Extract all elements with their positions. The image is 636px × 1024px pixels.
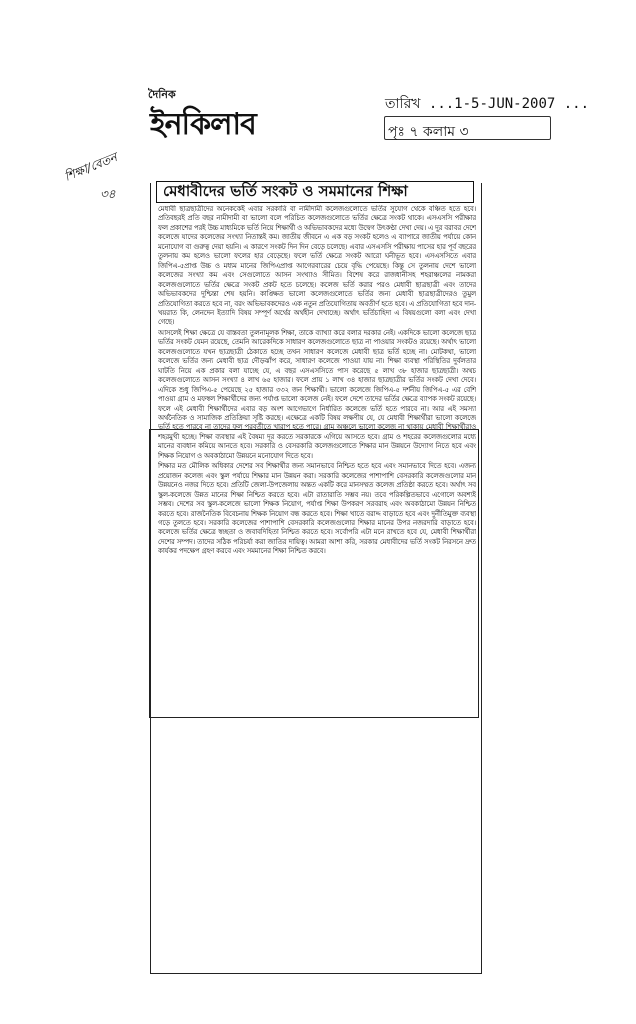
stamp-page: পৃঃ ৭ কলাম ৩ [388, 124, 469, 140]
article-paragraph: শিক্ষার মত মৌলিক অধিকার দেশের সব শিক্ষার্থীর জন্য সমানভাবে নিশ্চিত হতে হবে এবং সমানভাবে দিতে হবে। এজন্য প্রয়োজন কলেজ এবং স্কুল পর্যায়ে শিক্ষার মান উন্নয়ন করা। সরকারি কলেজের পাশাপাশি বেসরকারি কলেজগুলোর মান উন্নয়নেও নজর দিতে হবে। প্রতিটি জেলা-উপজেলায় অন্তত একটি করে মানসম্মত কলেজ প্রতিষ্ঠা করতে হবে। অর্থাৎ সব স্কুল-কলেজে উন্নত মানের শিক্ষা নিশ্চিত করতে হবে। এটা রাতারাতি সম্ভব নয়। তবে পরিকল্পিতভাবে এগোলে অবশ্যই সম্ভব। দেশের সব স্কুল-কলেজে ভালো শিক্ষক নিয়োগ, পর্যাপ্ত শিক্ষা উপকরণ সরবরাহ এবং অবকাঠামো উন্নয়ন নিশ্চিত করতে হবে। রাজনৈতিক বিবেচনায় শিক্ষক নিয়োগ বন্ধ করতে হবে। শিক্ষা খাতে বরাদ্দ বাড়াতে হবে এবং দুর্নীতিমুক্ত ব্যবস্থা গড়ে তুলতে হবে। সরকারি কলেজের পাশাপাশি বেসরকারি কলেজগুলোর শিক্ষার মানের উপর নজরদারি বাড়াতে হবে। কলেজে ভর্তির ক্ষেত্রে স্বচ্ছতা ও জবাবদিহিতা নিশ্চিত করতে হবে। সর্বোপরি এটা মনে রাখতে হবে যে, মেধাবী শিক্ষার্থীরা দেশের সম্পদ। তাদের সঠিক পরিচর্যা করা জাতির দায়িত্ব। আমরা আশা করি, সরকার মেধাবীদের ভর্তি সংকট নিরসনে দ্রুত কার্যকর পদক্ষেপ গ্রহণ করবে এবং সমমানের শিক্ষা নিশ্চিত করবে। [158, 462, 476, 556]
article-paragraph: আসলেই শিক্ষা ক্ষেত্রে যে বাস্তবতা তুলনামূলক শিক্ষা, তাকে ব্যাখ্যা করে বলার দরকার নেই। একদিকে ভালো কলেজে ছাত্র ভর্তির সংকট যেমন রয়েছে, তেমনি আরেকদিকে সাধারণ কলেজগুলোতে ছাত্র না পাওয়ার সংকটও রয়েছে। অর্থাৎ ভালো কলেজগুলোতে যখন ছাত্রছাত্রী ঠেকাতে হচ্ছে তখন সাধারণ কলেজে মেধাবী ছাত্র ভর্তি হচ্ছে না। মোটকথা, ভালো কলেজে ভর্তির জন্য মেধাবী ছাত্র দৌড়ঝাঁপ করে, সাধারণ কলেজে পাওয়া যায় না। শিক্ষা ব্যবস্থা পরিস্থিতির দুর্বলতার ঘাটতি নিয়ে এক প্রকার বলা যাচ্ছে যে, এ বছর এসএসসিতে পাস করেছে ৫ লাখ ৩৮ হাজার ছাত্রছাত্রী। অথচ কলেজগুলোতে আসন সংখ্যা ৪ লাখ ৬৫ হাজার। ফলে প্রায় ১ লাখ ৩৪ হাজার ছাত্রছাত্রীর ভর্তির সংকট দেখা দেবে। এদিকে শুধু জিপিএ-৫ পেয়েছে ২৫ হাজার ৩৩২ জন শিক্ষার্থী। ভালো কলেজে জিপিএ-৫ দর্শনীয় জিপিএ-৫ এর বেশি পাওয়া গ্রাম ও মফস্বল শিক্ষার্থীদের জন্য পর্যাপ্ত ভালো কলেজ নেই। ফলে দেশে তাদের ভর্তির ক্ষেত্রে ব্যাপক সংকট রয়েছে। ফলে এই মেধাবী শিক্ষার্থীদের এবার বড় অংশ আগেভাগে নির্ধারিত কলেজে ভর্তি হতে পারবে না। আর এই সমস্যা অর্থনৈতিক ও সামাজিক প্রতিক্রিয়া সৃষ্টি করছে। এক্ষেত্রে একটি বিষয় লক্ষণীয় যে, যে মেধাবী শিক্ষার্থীরা ভালো কলেজে ভর্তি হতে পারবে না তাদের ফল পরবর্তীতে খারাপ হতে পারে। গ্রাম অঞ্চলে ভালো কলেজ না থাকায় মেধাবী শিক্ষার্থীরাও শহরমুখী হচ্ছে। শিক্ষা ব্যবস্থার এই বৈষম্য দূর করতে সরকারকে এগিয়ে আসতে হবে। গ্রাম ও শহরের কলেজগুলোর মধ্যে মানের ব্যবধান কমিয়ে আনতে হবে। সরকারি ও বেসরকারি কলেজগুলোতে শিক্ষার মান উন্নয়নে উদ্যোগ নিতে হবে এবং শিক্ষক নিয়োগ ও অবকাঠামো উন্নয়নে মনোযোগ দিতে হবে। [158, 328, 476, 460]
handwritten-margin-note: শিক্ষা/বেতন [62, 150, 120, 184]
handwritten-margin-number: ৩৪ [100, 187, 116, 201]
article-headline: মেধাবীদের ভর্তি সংকট ও সমমানের শিক্ষা [163, 182, 408, 200]
masthead-title: ইনকিলাব [150, 107, 256, 142]
masthead-label: দৈনিক [148, 88, 176, 101]
article-body [158, 205, 476, 965]
stamp-date: তারিখ ...1-5-JUN-2007 ... [385, 96, 590, 112]
article-paragraph: মেধাবী ছাত্রছাত্রীদের অনেককেই এবার সরকারি বা নামীদামী কলেজগুলোতে ভর্তির সুযোগ থেকে বঞ্চিত হতে হবে। প্রতিবছরই প্রতি বছর নামীদামী বা ভালো বলে পরিচিত কলেজগুলোতে ভর্তির ক্ষেত্রে সংকট থাকে। এসএসসি পরীক্ষার ফল প্রকাশের পরই উচ্চ মাধ্যমিকে ভর্তি নিয়ে শিক্ষার্থী ও অভিভাবকদের মধ্যে উদ্বেগ উৎকণ্ঠা দেখা দেয়। এ দুর বরাবর দেশে কলেজে যাদের কলেজের সংখ্যা নিতান্তই কম। জাতীয় জীবনে এ এক বড় সংকট হলেও এ ব্যাপারে জাতীয় পর্যায়ে কোন মনোযোগ বা গুরুত্ব দেয়া হয়নি। এ কারণে সংকট দিন দিন বেড়ে চলেছে। এবার এসএসসি পরীক্ষায় পাসের হার পূর্ব বছরের তুলনায় কম হলেও ভালো ফলের হার বেড়েছে। ফলে ভর্তি ক্ষেত্রে সংকট আরো ঘনীভূত হবে। এসএসসিতে এবার জিপিএ-৫প্রাপ্ত উচ্চ ও মধ্যম মানের জিপিএপ্রাপ্ত আগেরবারের চেয়ে বৃদ্ধি পেয়েছে। কিন্তু সে তুলনায় দেশে ভালো কলেজের সংখ্যা কম এবং সেগুলোতে আসন সংখ্যাও সীমিত। বিশেষ করে রাজধানীসহ শহরাঞ্চলের নামকরা কলেজগুলোতে ভর্তির ক্ষেত্রে সংকট প্রকট হতে চলেছে। কলেজ ভর্তি করার পরও মেধাবী ছাত্রছাত্রী এবং তাদের অভিভাবকদের দুশ্চিন্তা শেষ হয়নি। কাঙ্ক্ষিত ভালো কলেজগুলোতে ভর্তির জন্য মেধাবী ছাত্রছাত্রীদেরও তুমুল প্রতিযোগিতা করতে হবে না, বরং অভিভাবকদেরও এক নতুন প্রতিযোগিতায় অবতীর্ণ হতে হবে। এ প্রতিযোগিতা হবে দান-খয়রাত কি, লেনদেন ইত্যাদি বিষয় সম্পূর্ণ অর্থের অর্থহীন দেখাচ্ছে। অর্থাৎ ভর্তিচাহিদা এ বিষয়গুলো বলা এবং দেখা গেছে। [158, 205, 476, 327]
